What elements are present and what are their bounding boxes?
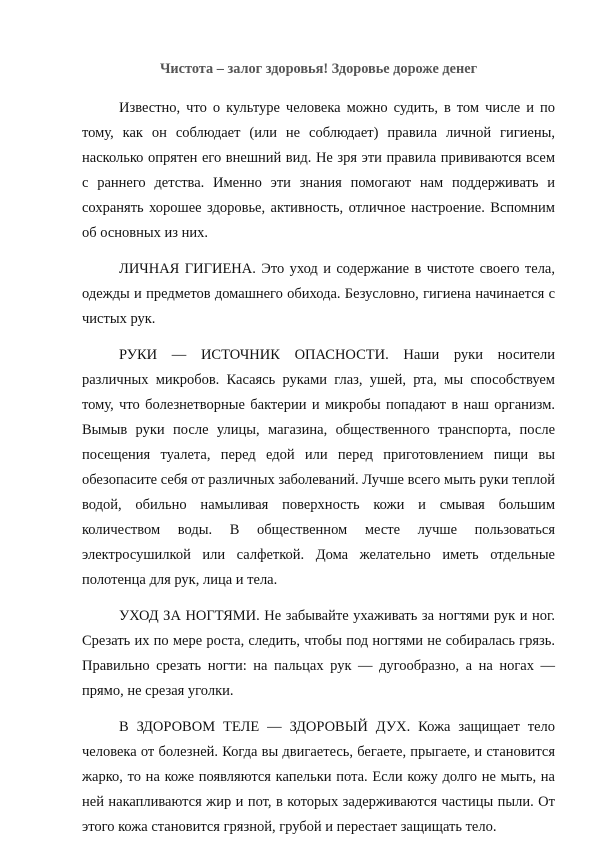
paragraph-intro: Известно, что о культуре человека можно судить, в том числе и по тому, как он соблюдает (или не соблюдает) правила личной гигиены, насколько опрятен его внешний вид. Не зря эти правила прививаются всем с раннего детства. Именно эти знания помогают нам поддерживать и сохранять хорошее здоровье, активность, отличное настроение. Вспомним об основных из них. <box>82 100 555 241</box>
paragraph-healthy-body: В ЗДОРОВОМ ТЕЛЕ — ЗДОРОВЫЙ ДУХ. Кожа защищает тело человека от болезней. Когда вы двигаетесь, бегаете, прыгаете, и становится жарко, то на коже появляются капельки пота. Если кожу долго не мыть, на ней накапливаются жир и пот, в которых задерживаются частицы пыли. От этого кожа становится грязной, грубой и перестает защищать тело. <box>82 719 555 835</box>
paragraph-hands-danger: РУКИ — ИСТОЧНИК ОПАСНОСТИ. Наши руки носители различных микробов. Касаясь руками глаз, ушей, рта, мы способствуем тому, что болезнетворные бактерии и микробы попадают в наш организм. Вымыв руки после улицы, магазина, общественного транспорта, после посещения туалета, перед едой или перед приготовлением пищи вы обезопасите себя от различных заболеваний. Лучше всего мыть руки теплой водой, обильно намыливая поверхность кожи и смывая большим количеством воды. В общественном месте лучше пользоваться электросушилкой или салфеткой. Дома желательно иметь отдельные полотенца для рук, лица и тела. <box>82 347 555 588</box>
document-title: Чистота – залог здоровья! Здоровье дороже денег <box>159 61 478 77</box>
paragraph-nail-care: УХОД ЗА НОГТЯМИ. Не забывайте ухаживать за ногтями рук и ног. Срезать их по мере роста, следить, чтобы под ногтями не собиралась грязь. Правильно срезать ногти: на пальцах рук — дугообразно, а на ногах — прямо, не срезая уголки. <box>82 608 555 699</box>
paragraph-personal-hygiene: ЛИЧНАЯ ГИГИЕНА. Это уход и содержание в чистоте своего тела, одежды и предметов домашнего обихода. Безусловно, гигиена начинается с чистых рук. <box>82 261 555 327</box>
